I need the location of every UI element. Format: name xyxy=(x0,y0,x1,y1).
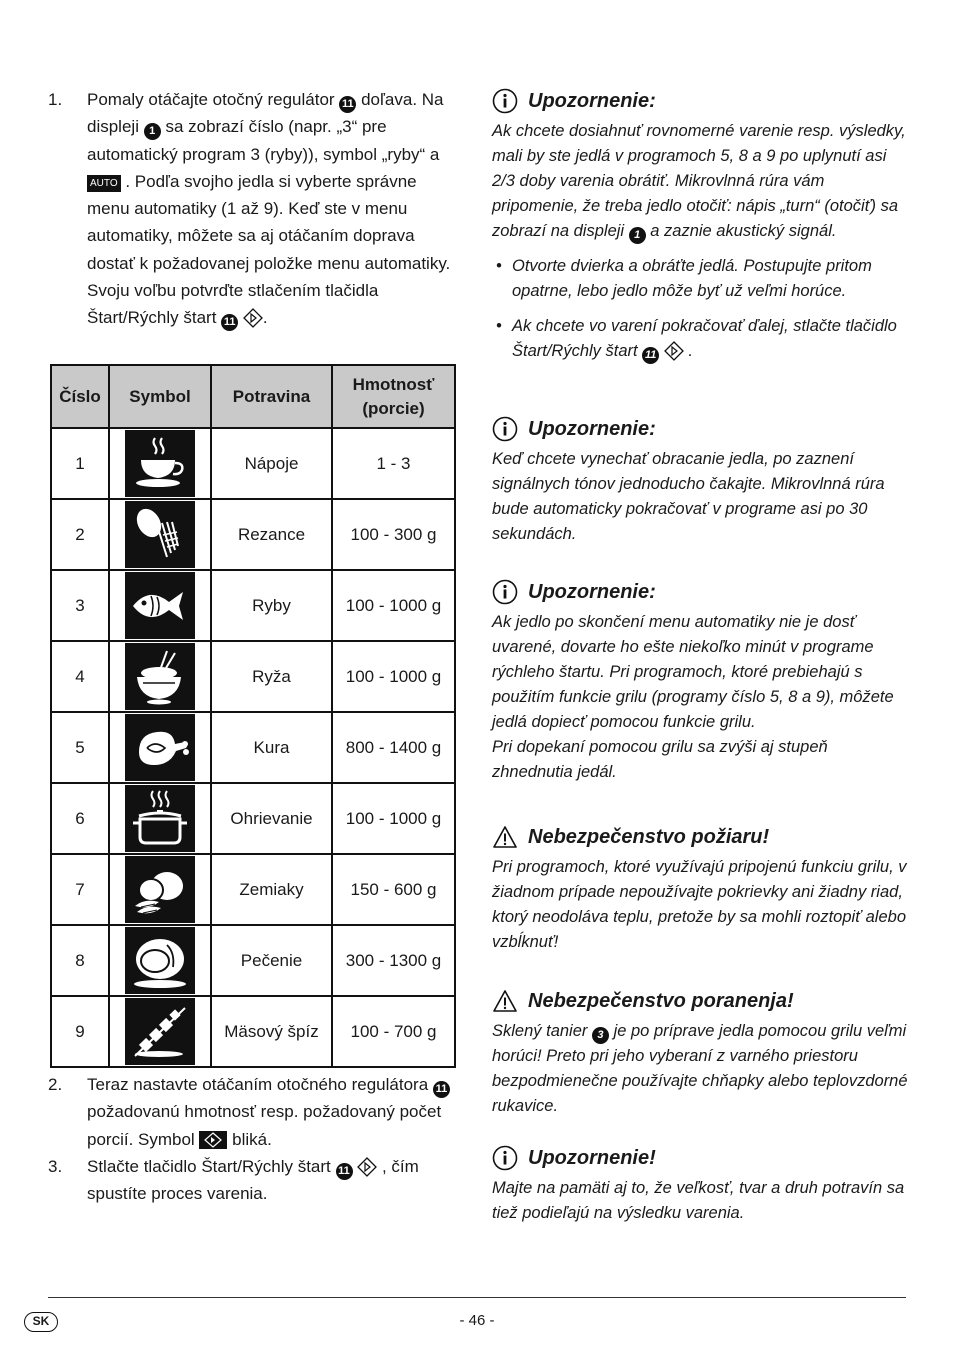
start-symbol-filled-icon xyxy=(199,1130,227,1150)
row-food: Ohrievanie xyxy=(211,783,332,854)
glass-plate-number-badge: 3 xyxy=(592,1027,609,1044)
footer-divider xyxy=(48,1297,906,1298)
note-4: Upozornenie! Majte na pamäti aj to, že veľkosť, tvar a druh potravín sa tiež podieľajú na výsledku varenia. xyxy=(492,1146,905,1222)
pot-icon xyxy=(125,785,195,852)
row-weight: 100 - 300 g xyxy=(332,499,455,570)
noodles-icon xyxy=(125,501,195,568)
row-food: Rezance xyxy=(211,499,332,570)
display-number-badge: 1 xyxy=(144,123,161,140)
control-number-badge: 11 xyxy=(339,96,356,113)
row-food: Mäsový špíz xyxy=(211,996,332,1067)
warning-title: Nebezpečenstvo požiaru! xyxy=(528,825,770,848)
row-food: Pečenie xyxy=(211,925,332,996)
row-number: 9 xyxy=(51,996,109,1067)
step-number: 3. xyxy=(48,1156,63,1176)
row-weight: 100 - 1000 g xyxy=(332,570,455,641)
start-symbol-icon xyxy=(243,308,263,328)
display-number-badge: 1 xyxy=(629,227,646,244)
cup-icon xyxy=(125,430,195,497)
note-title: Upozornenie: xyxy=(528,89,656,112)
table-row xyxy=(51,925,455,996)
potatoes-icon xyxy=(125,856,195,923)
row-weight: 300 - 1300 g xyxy=(332,925,455,996)
row-number: 1 xyxy=(51,428,109,499)
steps-bottom xyxy=(48,1071,458,1207)
chicken-leg-icon xyxy=(125,714,195,781)
warning-triangle-icon xyxy=(492,824,518,850)
row-number: 6 xyxy=(51,783,109,854)
row-weight: 1 - 3 xyxy=(332,428,455,499)
program-table xyxy=(50,364,456,1068)
row-food: Ryža xyxy=(211,641,332,712)
table-row xyxy=(51,428,455,499)
start-symbol-icon xyxy=(357,1157,377,1177)
control-number-badge: 11 xyxy=(433,1081,450,1098)
page-number: - 46 - xyxy=(459,1312,495,1329)
row-weight: 100 - 700 g xyxy=(332,996,455,1067)
skewer-icon xyxy=(125,998,195,1065)
note-2: Upozornenie: Keď chcete vynechať obracanie jedla, po zaznení signálnych tónov jednoducho čakajte. Mikrovlnná rúra bude automaticky pokračovať v programe asi po 30 sekundách. xyxy=(492,417,885,543)
header-food: Potravina xyxy=(211,365,332,428)
step-1: 1. Pomaly otáčajte otočný regulátor 11 doľava. Na displeji 1 sa zobrazí číslo (napr. „3“ pre automatický program 3 (ryby)), symbol „ryby“ a AUTO . Podľa svojho jedla si vyberte správne menu automatiky (1 až 9). Keď ste v menu automatiky, môžete sa aj otáčaním doprava dostať k požadovanej položke menu automatiky. Svoju voľbu potvrďte stlačením tlačidla Štart/Rýchly štart 11 . xyxy=(48,86,458,332)
warning-title: Nebezpečenstvo poranenja! xyxy=(528,989,794,1012)
fish-icon xyxy=(125,572,195,639)
table-row xyxy=(51,499,455,570)
info-icon xyxy=(492,88,518,114)
table-row xyxy=(51,854,455,925)
row-food: Zemiaky xyxy=(211,854,332,925)
table-row xyxy=(51,712,455,783)
step-number: 1. xyxy=(48,90,63,109)
row-food: Kura xyxy=(211,712,332,783)
language-badge: SK xyxy=(24,1312,58,1332)
warning-fire: Nebezpečenstvo požiaru! Pri programoch, ktoré využívajú pripojenú funkciu grilu, v žiadnom prípade nepoužívajte pokrievky ani žiadny riad, ktorý neodoláva teplu, pretože by sa mohli roztopiť alebo vzbĺknuť! xyxy=(492,825,907,951)
step-number: 2. xyxy=(48,1075,63,1094)
note-title: Upozornenie: xyxy=(528,580,656,603)
table-row xyxy=(51,783,455,854)
row-number: 4 xyxy=(51,641,109,712)
info-icon xyxy=(492,1145,518,1171)
step-3: 3. Stlačte tlačidlo Štart/Rýchly štart 11 , čím spustíte proces varenia. xyxy=(48,1153,458,1208)
auto-icon: AUTO xyxy=(87,175,121,192)
table-row xyxy=(51,996,455,1067)
row-number: 8 xyxy=(51,925,109,996)
row-number: 2 xyxy=(51,499,109,570)
info-icon xyxy=(492,416,518,442)
steps-top xyxy=(48,86,458,332)
start-symbol-icon xyxy=(664,341,684,361)
table-header-row xyxy=(51,365,455,428)
note-3: Upozornenie: Ak jedlo po skončení menu automatiky nie je dosť uvarené, dovarte ho ešte niekoľko minút v programe rýchleho štartu. Pri programoch, ktoré prebiehajú s použitím funkcie grilu (programy číslo 5, 8 a 9), môžete jedlá dopiecť pomocou funkcie grilu. Pri dopekaní pomocou grilu sa zvýši aj stupeň zhnednutia jedál. xyxy=(492,580,894,781)
row-weight: 800 - 1400 g xyxy=(332,712,455,783)
warning-triangle-icon xyxy=(492,988,518,1014)
rice-bowl-icon xyxy=(125,643,195,710)
step-2: 2. Teraz nastavte otáčaním otočného regulátora 11 požadovanú hmotnosť resp. požadovaný počet porcií. Symbol bliká. xyxy=(48,1071,458,1153)
header-number: Číslo xyxy=(51,365,109,428)
table-row xyxy=(51,641,455,712)
note-title: Upozornenie! xyxy=(528,1146,656,1169)
control-number-badge: 11 xyxy=(642,347,659,364)
header-symbol: Symbol xyxy=(109,365,211,428)
table-row xyxy=(51,570,455,641)
header-weight: Hmotnosť (porcie) xyxy=(332,365,455,428)
info-icon xyxy=(492,579,518,605)
row-food: Nápoje xyxy=(211,428,332,499)
row-food: Ryby xyxy=(211,570,332,641)
note-title: Upozornenie: xyxy=(528,417,656,440)
row-weight: 100 - 1000 g xyxy=(332,641,455,712)
control-number-badge: 11 xyxy=(221,314,238,331)
row-number: 5 xyxy=(51,712,109,783)
roast-icon xyxy=(125,927,195,994)
row-weight: 150 - 600 g xyxy=(332,854,455,925)
row-weight: 100 - 1000 g xyxy=(332,783,455,854)
warning-injury: Nebezpečenstvo poranenja! Sklený tanier 3 je po príprave jedla pomocou grilu veľmi horúci! Preto pri jeho vyberaní z varného priestoru bezpodmienečne používajte chňapky alebo teplovzdorné rukavice. xyxy=(492,989,908,1115)
note-1: Upozornenie: Ak chcete dosiahnuť rovnomerné varenie resp. výsledky, mali by ste jedlá v programoch 5, 8 a 9 po uplynutí asi 2/3 doby varenia obrátiť. Mikrovlnná rúra vám pripomenie, že treba jedlo otočiť: nápis „turn“ (otočiť) sa zobrazí na displeji 1 a zaznie akustický signál. • Otvorte dvierka a obráťte jedlá. Postupujte pritom opatrne, lebo jedlo môže byť už veľmi horúce. • Ak chcete vo varení pokračovať ďalej, stlačte tlačidlo Štart/Rýchly štart 11 . xyxy=(492,86,912,364)
row-number: 7 xyxy=(51,854,109,925)
list-item: • Ak chcete vo varení pokračovať ďalej, stlačte tlačidlo Štart/Rýchly štart 11 . xyxy=(492,314,912,364)
control-number-badge: 11 xyxy=(336,1163,353,1180)
row-number: 3 xyxy=(51,570,109,641)
list-item: • Otvorte dvierka a obráťte jedlá. Postupujte pritom opatrne, lebo jedlo môže byť už veľmi horúce. xyxy=(496,257,872,300)
